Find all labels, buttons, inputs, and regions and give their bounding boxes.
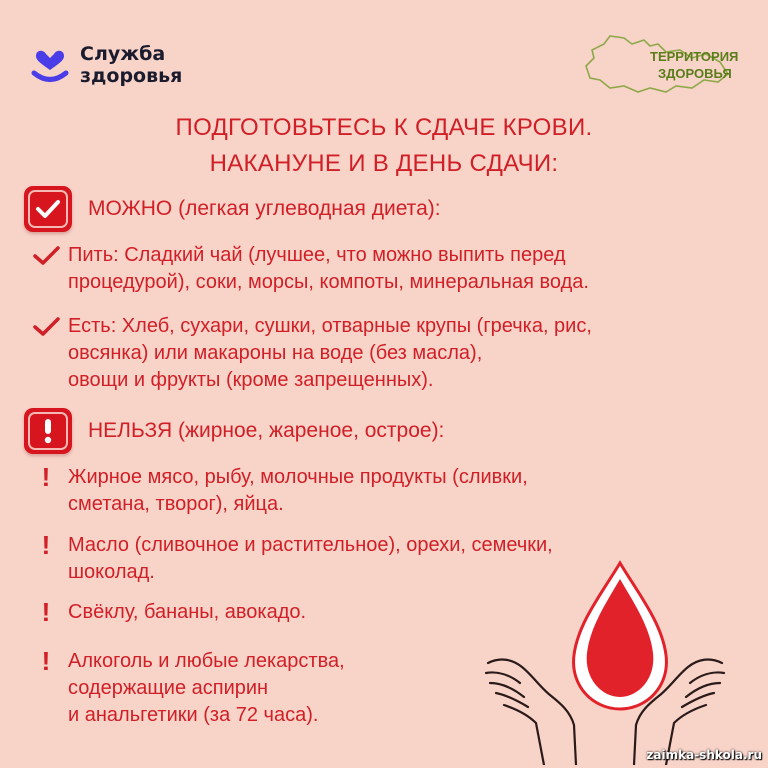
partner-logo <box>580 30 740 100</box>
exclamation-mark-icon: ! <box>41 530 51 560</box>
partner-line-1: ТЕРРИТОРИЯ <box>650 49 739 64</box>
watermark: zaimka-shkola.ru <box>646 748 762 762</box>
list-item-text: Свёклу, бананы, авокадо. <box>68 601 307 623</box>
brand-name <box>80 43 182 87</box>
page-title: ПОДГОТОВЬТЕСЬ К СДАЧЕ КРОВИ. <box>175 114 593 141</box>
heart-smile-icon <box>30 46 70 86</box>
list-item <box>24 648 345 729</box>
blood-drop-hands-icon <box>470 555 740 765</box>
exclamation-icon <box>42 418 54 444</box>
forbidden-badge <box>24 408 72 454</box>
exclamation-mark-icon: ! <box>41 462 51 492</box>
brand-line-1: Служба <box>80 43 166 65</box>
forbidden-header <box>24 408 444 454</box>
check-icon <box>24 242 68 296</box>
allowed-header <box>24 186 441 232</box>
list-item-text: Жирное мясо, рыбу, молочные продукты (сливки, сметана, творог), яйца. <box>68 466 528 515</box>
checkmark-icon <box>35 198 61 220</box>
allowed-badge <box>24 186 72 232</box>
brand-line-2: здоровья <box>80 65 183 87</box>
forbidden-heading: НЕЛЬЗЯ (жирное, жареное, острое): <box>88 419 445 442</box>
brand-logo <box>30 40 230 90</box>
list-item-text: Масло (сливочное и растительное), орехи, семечки, шоколад. <box>68 534 553 583</box>
partner-name <box>650 48 738 82</box>
list-item-text: Пить: Сладкий чай (лучшее, что можно выпить перед процедурой), соки, морсы, компоты, минеральная вода. <box>68 244 589 293</box>
page-subtitle: НАКАНУНЕ И В ДЕНЬ СДАЧИ: <box>209 150 559 177</box>
exclamation-mark-icon: ! <box>41 646 51 676</box>
partner-line-2: ЗДОРОВЬЯ <box>658 66 732 81</box>
list-item-text: Есть: Хлеб, сухари, сушки, отварные крупы (гречка, рис, овсянка) или макароны на воде (без масла), овощи и фрукты (кроме запрещенных). <box>68 315 592 391</box>
allowed-heading: МОЖНО (легкая углеводная диета): <box>88 197 441 220</box>
exclamation-mark-icon: ! <box>41 597 51 627</box>
list-item <box>24 464 528 518</box>
list-item <box>24 599 306 626</box>
list-item <box>24 242 589 296</box>
list-item <box>24 313 592 394</box>
list-item-text: Алкоголь и любые лекарства, содержащие аспирин и анальгетики (за 72 часа). <box>68 650 345 726</box>
check-icon <box>24 313 68 394</box>
